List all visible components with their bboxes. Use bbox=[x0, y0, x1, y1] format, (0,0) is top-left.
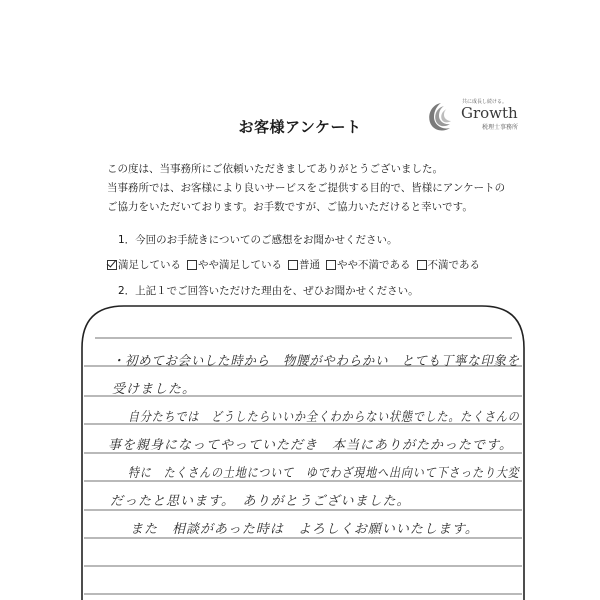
option-label: 不満である bbox=[427, 259, 480, 271]
page-title: お客様アンケート bbox=[238, 118, 362, 136]
option-label: やや満足している bbox=[198, 259, 282, 271]
question-1: 1．今回のお手続きについてのご感想をお聞かせください。 bbox=[118, 234, 398, 246]
logo-name: Growth bbox=[461, 104, 518, 122]
answer-line: 自分たちでは どうしたらいいか全くわからない状態でした。たくさんの bbox=[128, 410, 520, 425]
option-label: 満足している bbox=[118, 259, 181, 271]
intro-line: この度は、当事務所にご依頼いただきましてありがとうございました。 bbox=[107, 163, 443, 175]
answer-line: 受けました。 bbox=[112, 382, 197, 397]
answer-line: だったと思います。 ありがとうございました。 bbox=[110, 494, 411, 509]
logo-tagline: 共に成長し続ける。 bbox=[462, 99, 508, 105]
answer-line: 特に たくさんの土地について ゆでわざ現地へ出向いて下さったり大変 bbox=[128, 466, 520, 481]
intro-line: 当事務所では、お客様により良いサービスをご提供する目的で、皆様にアンケートの bbox=[107, 182, 506, 194]
logo-subtitle: 税理士事務所 bbox=[482, 124, 519, 131]
question-2: 2．上記１でご回答いただけた理由を、ぜひお聞かせください。 bbox=[118, 285, 419, 297]
answer-line: 事を親身になってやっていただき 本当にありがたかったです。 bbox=[108, 438, 513, 453]
answer-line: また 相談があった時は よろしくお願いいたします。 bbox=[130, 522, 479, 537]
answer-line: ・初めてお会いした時から 物腰がやわらかい とても丁寧な印象を bbox=[112, 354, 520, 369]
intro-line: ご協力をいただいております。お手数ですが、ご協力いただけると幸いです。 bbox=[107, 201, 473, 213]
option-label: 普通 bbox=[299, 259, 320, 271]
option-label: やや不満である bbox=[337, 259, 411, 271]
